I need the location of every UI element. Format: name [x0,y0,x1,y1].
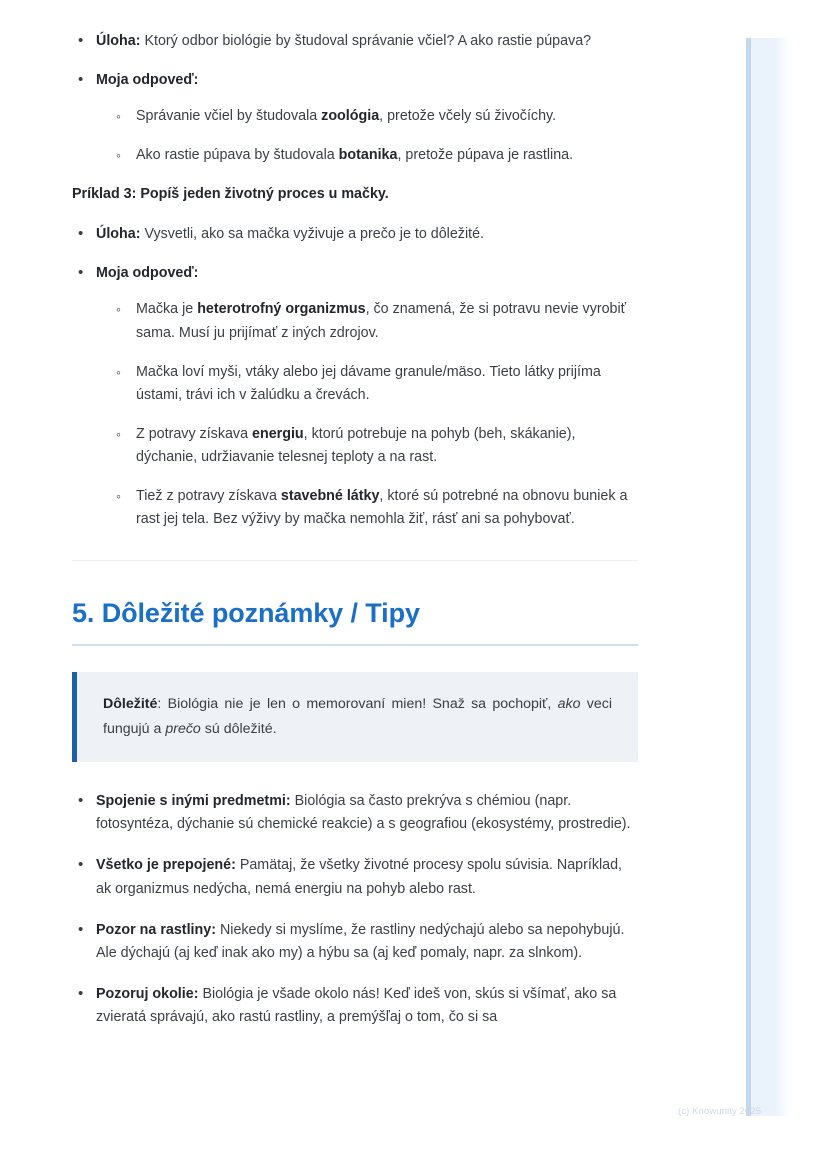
list-item [112,423,638,469]
sub-text-bold: energiu [252,426,304,442]
sub-text-post: , pretože púpava je rastlina. [397,147,574,164]
example3-heading: Príklad 3: Popíš jeden životný proces u mačky. [72,185,389,202]
tip-text: Pamätaj, že všetky životné procesy spolu súvisia. Napríklad, ak organizmus nedýcha, nemá energiu na pohyb alebo rast. [96,857,623,897]
task-label: Úloha: [96,226,141,243]
tip-label: Pozoruj okolie: [96,986,199,1002]
tip-text: Niekedy si myslíme, že rastliny nedýchajú alebo sa nepohybujú. Ale dýchajú (aj keď inak ako my) a hýbu sa (aj keď pomaly, napr. za slnkom). [96,921,625,961]
list-item-answer [72,262,638,531]
tip-label: Pozor na rastliny: [96,921,216,938]
callout-text-1: : Biológia nie je len o memorovaní mien! Snaž sa pochopiť, [157,696,558,713]
right-scroll-strip [746,38,790,1116]
answer-sublist [112,105,638,167]
sub-text-pre: Z potravy získava [136,426,253,442]
section5-title: 5. Dôležité poznámky / Tipy [72,597,420,628]
sub-text-pre: Ako rastie púpava by študovala [136,147,339,164]
tips-list [72,790,638,1029]
callout-italic-2: prečo [165,721,201,738]
answer-label: Moja odpoveď: [96,72,199,89]
copyright-watermark: (c) Knowunity 2025 [678,1106,762,1117]
tip-text: Biológia sa často prekrýva s chémiou (napr. fotosyntéza, dýchanie sú chemické reakcie) a s geografiou (ekosystémy, prostredie). [96,793,631,833]
sub-text-pre: Tiež z potravy získava [136,488,281,505]
sub-text-bold: stavebné látky [280,488,380,505]
tip-label: Všetko je prepojené: [96,857,236,874]
answer-sublist-wrap [96,105,638,167]
sub-text-post: , čo znamená, že si potravu nevie vyrobiť sama. Musí ju prijímať z iných zdrojov. [136,301,627,341]
sub-text-pre: Mačka loví myši, vtáky alebo jej dávame granule/mäso. Tieto látky prijíma ústami, trávi ich v žalúdku a črevách. [136,363,601,403]
sub-text-post: , pretože včely sú živočíchy. [379,108,557,125]
document-content [72,30,638,1047]
sub-text-pre: Správanie včiel by študovala [136,108,322,125]
task-text: Ktorý odbor biológie by študoval správanie včiel? A ako rastie púpava? [140,33,592,49]
sub-text-bold: botanika [338,147,398,164]
section5-title-rule [72,644,638,646]
list-item [112,105,638,128]
list-item-answer [72,69,638,167]
list-item [112,361,638,407]
task-label: Úloha: [96,33,141,49]
tip-text: Biológia je všade okolo nás! Keď ideš von, skús si všímať, ako sa zvieratá správajú, ako rastú rastliny, a premýšľaj o tom, čo si sa [96,986,617,1026]
callout-italic-1: ako [557,696,581,713]
sub-text-post: , ktoré sú potrebné na obnovu buniek a rast jej tela. Bez výživy by mačka nemohla žiť, rásť ani sa pohybovať. [136,488,628,528]
callout-label: Dôležité [103,696,158,713]
sub-text-bold: heterotrofný organizmus [197,301,366,318]
tip-label: Spojenie s inými predmetmi: [96,793,291,810]
answer-sublist [112,298,638,531]
sub-text-bold: zoológia [321,108,380,125]
section-divider [72,560,638,561]
right-scroll-strip-border [746,38,751,1116]
answer-label: Moja odpoveď: [96,265,199,282]
list-item [72,854,638,900]
callout-text-3: sú dôležité. [200,721,277,738]
list-item-task [72,30,638,53]
answer-sublist-wrap [96,298,638,531]
callout-text [103,692,612,742]
sub-text-post: , ktorú potrebuje na pohyb (beh, skákanie), dýchanie, udržiavanie telesnej teploty a na rast. [136,426,576,466]
list-item [112,298,638,344]
list-item [72,790,638,836]
list-item [112,485,638,531]
list-item [112,144,638,167]
list-item-task [72,223,638,246]
sub-text-pre: Mačka je [136,301,198,318]
task-text: Vysvetli, ako sa mačka vyživuje a prečo je to dôležité. [140,226,485,243]
top-block-list [72,30,638,168]
important-callout [72,672,638,762]
list-item [72,983,638,1029]
example3-list [72,223,638,532]
list-item [72,919,638,965]
callout-text-2: veci fungujú a [103,696,613,738]
